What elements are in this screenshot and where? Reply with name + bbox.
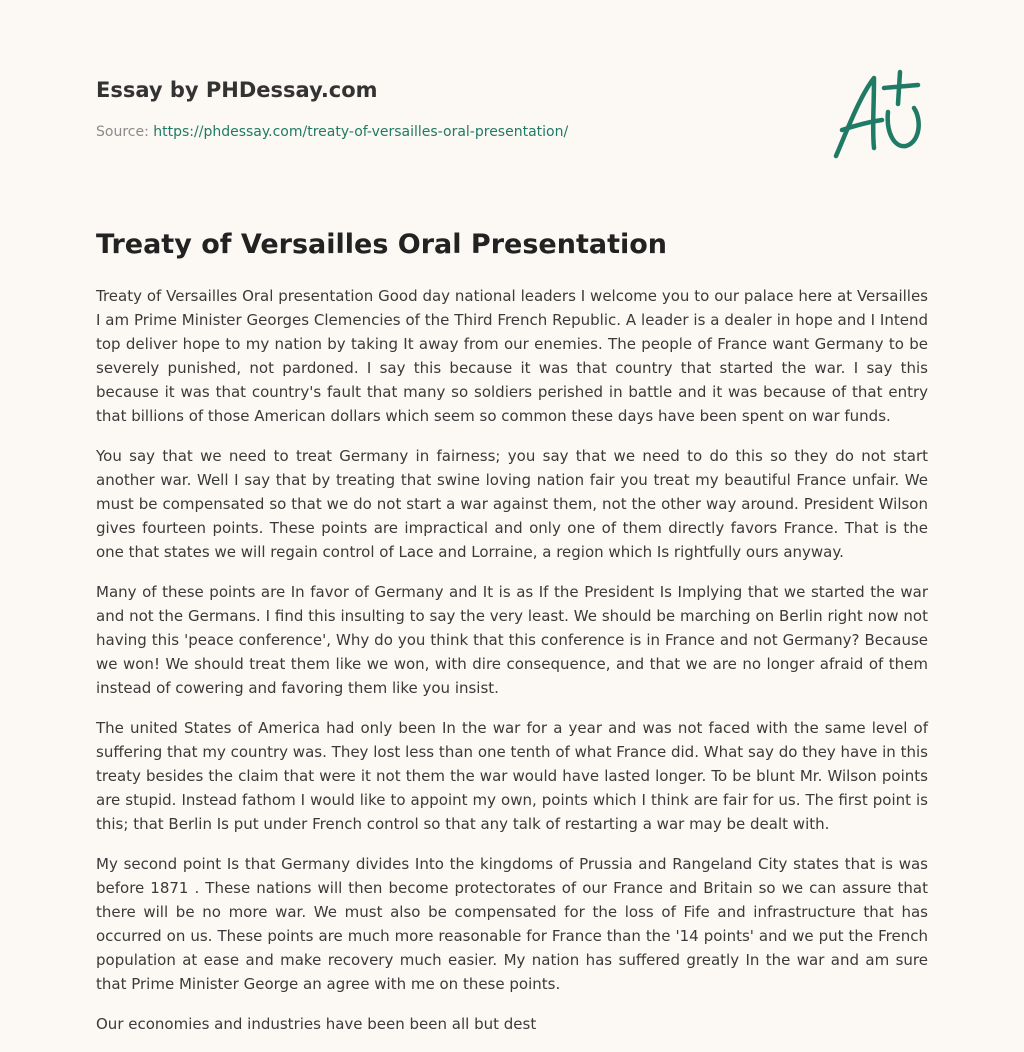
essay-paragraph: Treaty of Versailles Oral presentation Good day national leaders I welcome you to our palace here at Versailles I am Prime Minister Georges Clemencies of the Third French Republic. A leader is a dealer in hope and I Intend top deliver hope to my nation by taking It away from our enemies. The people of France want Germany to be severely punished, not pardoned. I say this because it was that country that started the war. I say this because it was that country's fault that many so soldiers perished in battle and it was because of that entry that billions of those American dollars which seem so common these days have been spent on war funds. bbox=[96, 287, 928, 425]
source-label: Source: bbox=[96, 124, 149, 140]
page-header bbox=[96, 72, 928, 172]
essay-title: Treaty of Versailles Oral Presentation bbox=[96, 229, 668, 260]
source-link[interactable]: https://phdessay.com/treaty-of-versailles-oral-presentation/ bbox=[153, 124, 569, 140]
essay-paragraph: You say that we need to treat Germany in fairness; you say that we need to do this so they do not start another war. Well I say that by treating that swine loving nation fair you treat my beautiful France unfair. We must be compensated so that we do not start a war against them, not the other way around. President Wilson gives fourteen points. These points are impractical and only one of them directly favors France. That is the one that states we will regain control of Lace and Lorraine, a region which Is rightfully ours anyway. bbox=[96, 447, 928, 561]
essay-paragraph: My second point Is that Germany divides Into the kingdoms of Prussia and Rangeland City states that is was before 1871 . These nations will then become protectorates of our France and Britain so we can assure that there will be no more war. We must also be compensated for the loss of Fife and infrastructure that has occurred on us. These points are much more reasonable for France than the '14 points' and we put the French population at ease and make recovery much easier. My nation has suffered greatly In the war and am sure that Prime Minister George an agree with me on these points. bbox=[96, 855, 928, 993]
essay-paragraph: Our economies and industries have been been all but dest bbox=[96, 1015, 537, 1033]
brand-title: Essay by PHDessay.com bbox=[96, 78, 378, 102]
source-line bbox=[96, 122, 568, 142]
essay-paragraph: The united States of America had only been In the war for a year and was not faced with the same level of suffering that my country was. They lost less than one tenth of what France did. What say do they have in this treaty besides the claim that were it not them the war would have lasted longer. To be blunt Mr. Wilson points are stupid. Instead fathom I would like to appoint my own, points which I think are fair for us. The first point is this; that Berlin Is put under French control so that any talk of restarting a war may be dealt with. bbox=[96, 719, 928, 833]
essay-body bbox=[96, 284, 928, 1052]
essay-paragraph: Many of these points are In favor of Germany and It is as If the President Is Implying that we started the war and not the Germans. I find this insulting to say the very least. We should be marching on Berlin right now not having this 'peace conference', Why do you think that this conference is in France and not Germany? Because we won! We should treat them like we won, with dire consequence, and that we are no longer afraid of them instead of cowering and favoring them like you insist. bbox=[96, 583, 928, 697]
a-plus-logo-icon bbox=[828, 68, 928, 164]
